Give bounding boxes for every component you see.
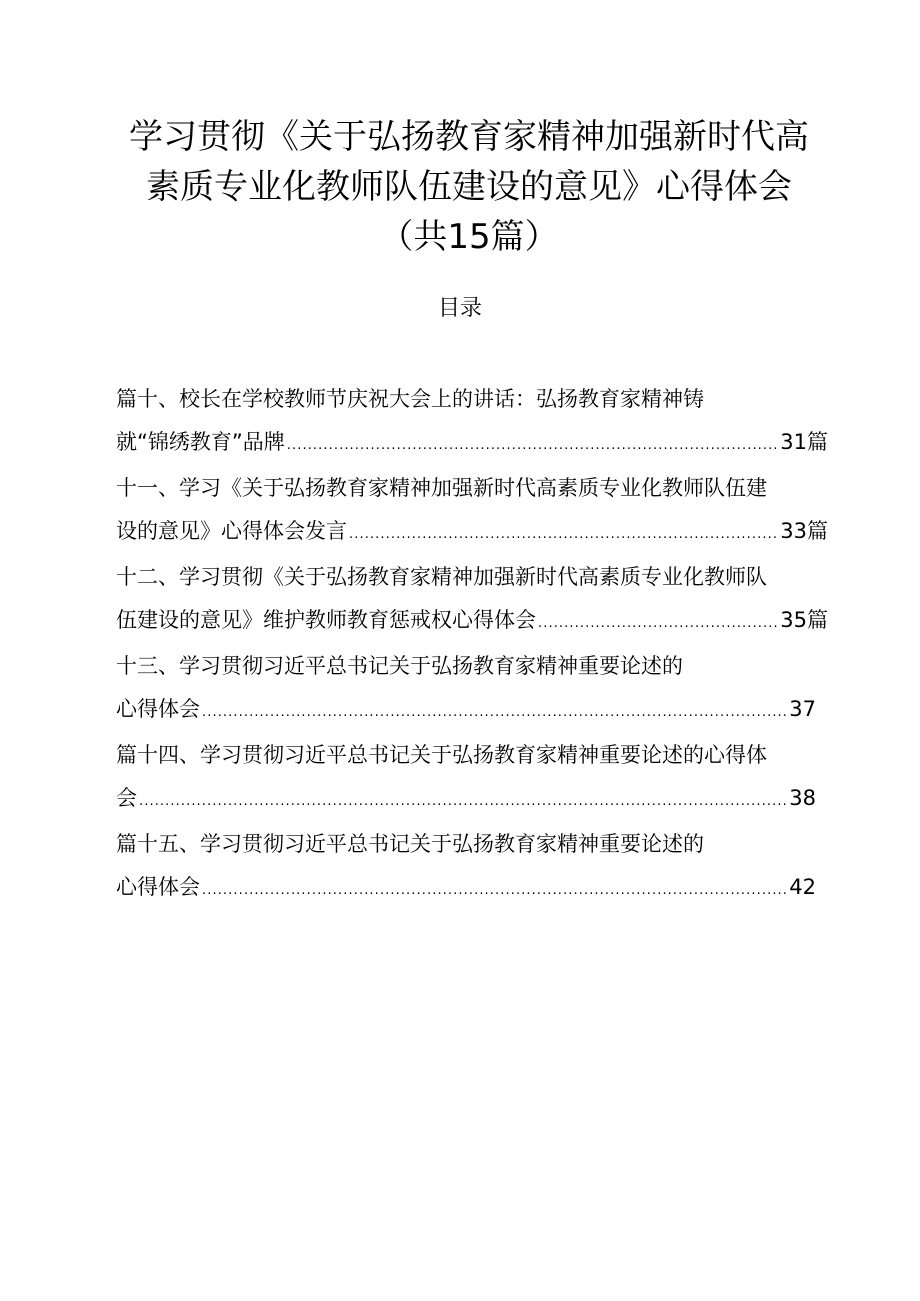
toc-entry-title-continued: 会	[116, 786, 137, 810]
toc-entry-title: 篇十五、学习贯彻习近平总书记关于弘扬教育家精神重要论述的	[116, 832, 704, 856]
toc-entry[interactable]	[116, 645, 828, 734]
dot-leader	[202, 869, 787, 912]
dot-leader	[202, 691, 787, 734]
dot-leader	[287, 424, 779, 467]
toc-entry-page: 31篇	[780, 430, 828, 454]
toc-heading: 目录	[437, 296, 482, 321]
toc-entry-title: 十一、学习《关于弘扬教育家精神加强新时代高素质专业化教师队伍建	[116, 476, 767, 500]
toc-entry-page: 35篇	[780, 608, 828, 632]
toc-entry-page: 37	[789, 697, 816, 721]
dot-leader	[349, 513, 778, 556]
toc-entry-title: 十三、学习贯彻习近平总书记关于弘扬教育家精神重要论述的	[116, 654, 683, 678]
toc-entry[interactable]	[116, 556, 828, 645]
document-title: 学习贯彻《关于弘扬教育家精神加强新时代高素质专业化教师队伍建设的意见》心得体会（共15篇）	[129, 117, 809, 257]
dot-leader	[538, 602, 778, 645]
toc-entry-title-continued: 心得体会	[116, 697, 200, 721]
toc-entry-title-continued: 心得体会	[116, 875, 200, 899]
toc-entry-title: 十二、学习贯彻《关于弘扬教育家精神加强新时代高素质专业化教师队	[116, 565, 767, 589]
toc-entry[interactable]	[116, 467, 828, 556]
toc-entry-title: 篇十、校长在学校教师节庆祝大会上的讲话：弘扬教育家精神铸	[116, 387, 704, 411]
toc-entry-title-continued: 设的意见》心得体会发言	[116, 519, 347, 543]
toc-entry-page: 33篇	[780, 519, 828, 543]
toc-entry[interactable]	[116, 823, 828, 912]
dot-leader	[139, 780, 787, 823]
toc-entry-title: 篇十四、学习贯彻习近平总书记关于弘扬教育家精神重要论述的心得体	[116, 743, 767, 767]
toc-entry-title-continued: 就“锦绣教育”品牌	[116, 430, 285, 454]
table-of-contents	[116, 378, 828, 912]
toc-entry-page: 42	[789, 875, 816, 899]
toc-entry-page: 38	[789, 786, 816, 810]
toc-entry[interactable]	[116, 734, 828, 823]
toc-entry-title-continued: 伍建设的意见》维护教师教育惩戒权心得体会	[116, 608, 536, 632]
toc-entry[interactable]	[116, 378, 828, 467]
